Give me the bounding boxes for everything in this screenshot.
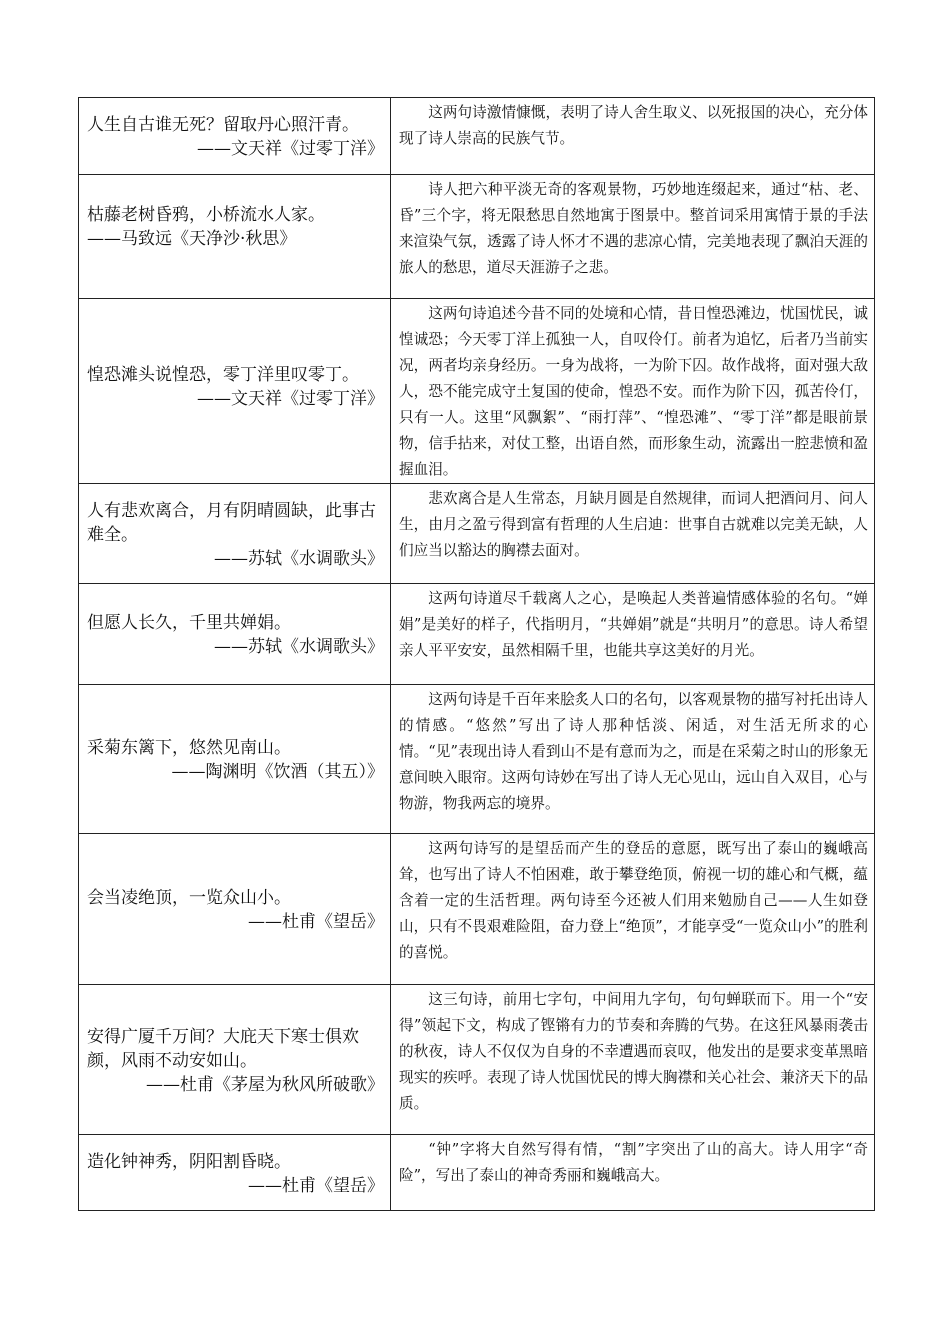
verse-text: 采菊东篱下，悠然见南山。 [87, 738, 291, 758]
verse-cell [79, 834, 391, 985]
verse-text: 造化钟神秀，阴阳割昏晓。 [87, 1151, 291, 1172]
verse-cell [79, 299, 391, 484]
poem-table [78, 97, 875, 1211]
table-row [79, 98, 875, 175]
note-cell [391, 299, 875, 484]
verse-text: 会当凌绝顶，一览众山小。 [87, 888, 291, 908]
verse-source: ——文天祥《过零丁洋》 [197, 389, 384, 409]
verse-cell [79, 175, 391, 299]
note-text: 这两句诗激情慷慨，表明了诗人舍生取义、以死报国的决心，充分体现了诗人崇高的民族气节。 [399, 104, 868, 147]
note-cell [391, 985, 875, 1135]
table-row [79, 834, 875, 985]
table-row [79, 175, 875, 299]
note-cell [391, 1135, 875, 1211]
note-text: “钟”字将大自然写得有情，“割”字突出了山的高大。诗人用字“奇险”，写出了泰山的神奇秀丽和巍峨高大。 [399, 1141, 868, 1184]
note-cell [391, 834, 875, 985]
verse-source: ——苏轼《水调歌头》 [214, 637, 384, 657]
note-text: 这三句诗，前用七字句，中间用九字句，句句蝉联而下。用一个“安得”领起下文，构成了铿锵有力的节奏和奔腾的气势。在这狂风暴雨袭击的秋夜，诗人不仅仅为自身的不幸遭遇而哀叹，他发出的是要求变革黑暗现实的疾呼。表现了诗人忧国忧民的博大胸襟和关心社会、兼济天下的品质。 [399, 991, 868, 1112]
verse-text: 惶恐滩头说惶恐，零丁洋里叹零丁。 [87, 365, 359, 385]
verse-cell [79, 1135, 391, 1211]
table-row [79, 484, 875, 584]
table-row [79, 1135, 875, 1211]
note-text: 这两句诗追述今昔不同的处境和心情，昔日惶恐滩边，忧国忧民，诚惶诚恐；今天零丁洋上孤独一人，自叹伶仃。前者为追忆，后者乃当前实况，两者均亲身经历。一身为战将，一为阶下囚。故作战将，面对强大敌人，恐不能完成守土复国的使命，惶恐不安。而作为阶下囚，孤苦伶仃，只有一人。这里“风飘絮”、“雨打萍”、“惶恐滩”、“零丁洋”都是眼前景物，信手拈来，对仗工整，出语自然，而形象生动，流露出一腔悲愤和盈握血泪。 [399, 305, 868, 478]
verse-cell [79, 685, 391, 834]
verse-source: ——文天祥《过零丁洋》 [197, 139, 384, 159]
verse-source: ——杜甫《望岳》 [248, 1175, 384, 1196]
note-text: 这两句诗道尽千载离人之心，是唤起人类普遍情感体验的名句。“婵娟”是美好的样子，代指明月，“共婵娟”就是“共明月”的意思。诗人希望亲人平平安安，虽然相隔千里，也能共享这美好的月光。 [399, 590, 868, 659]
verse-source: ——马致远《天净沙·秋思》 [87, 229, 297, 249]
note-text: 这两句诗是千百年来脍炙人口的名句，以客观景物的描写衬托出诗人的情感。“悠然”写出了诗人那种恬淡、闲适，对生活无所求的心情。“见”表现出诗人看到山不是有意而为之，而是在采菊之时山的形象无意间映入眼帘。这两句诗妙在写出了诗人无心见山，远山自入双目，心与物游，物我两忘的境界。 [399, 691, 868, 812]
note-text: 诗人把六种平淡无奇的客观景物，巧妙地连缀起来，通过“枯、老、昏”三个字，将无限愁思自然地寓于图景中。整首词采用寓情于景的手法来渲染气氛，透露了诗人怀才不遇的悲凉心情，完美地表现了飘泊天涯的旅人的愁思，道尽天涯游子之悲。 [399, 181, 868, 276]
verse-source: ——杜甫《望岳》 [248, 912, 384, 932]
table-row [79, 685, 875, 834]
verse-source: ——苏轼《水调歌头》 [214, 548, 384, 569]
note-cell [391, 175, 875, 299]
verse-text: 枯藤老树昏鸦，小桥流水人家。 [87, 205, 325, 225]
note-cell [391, 98, 875, 175]
verse-cell [79, 985, 391, 1135]
verse-text: 安得广厦千万间？大庇天下寒士俱欢颜，风雨不动安如山。 [87, 1026, 359, 1071]
verse-text: 人有悲欢离合，月有阴晴圆缺，此事古难全。 [87, 500, 376, 545]
verse-cell [79, 484, 391, 584]
verse-text: 但愿人长久，千里共婵娟。 [87, 613, 291, 633]
verse-source: ——陶渊明《饮酒（其五）》 [171, 762, 384, 782]
verse-cell [79, 584, 391, 685]
note-text: 悲欢离合是人生常态，月缺月圆是自然规律，而词人把酒问月、问人生，由月之盈亏得到富有哲理的人生启迪：世事自古就难以完美无缺，人们应当以豁达的胸襟去面对。 [399, 490, 868, 559]
note-cell [391, 484, 875, 584]
note-text: 这两句诗写的是望岳而产生的登岳的意愿，既写出了泰山的巍峨高耸，也写出了诗人不怕困难，敢于攀登绝顶，俯视一切的雄心和气概，蕴含着一定的生活哲理。两句诗至今还被人们用来勉励自己——人生如登山，只有不畏艰难险阻，奋力登上“绝顶”，才能享受“一览众山小”的胜利的喜悦。 [399, 840, 868, 961]
verse-text: 人生自古谁无死？留取丹心照汗青。 [87, 115, 359, 135]
note-cell [391, 584, 875, 685]
table-row [79, 985, 875, 1135]
verse-cell [79, 98, 391, 175]
table-row [79, 299, 875, 484]
note-cell [391, 685, 875, 834]
table-row [79, 584, 875, 685]
verse-source: ——杜甫《茅屋为秋风所破歌》 [146, 1074, 384, 1095]
